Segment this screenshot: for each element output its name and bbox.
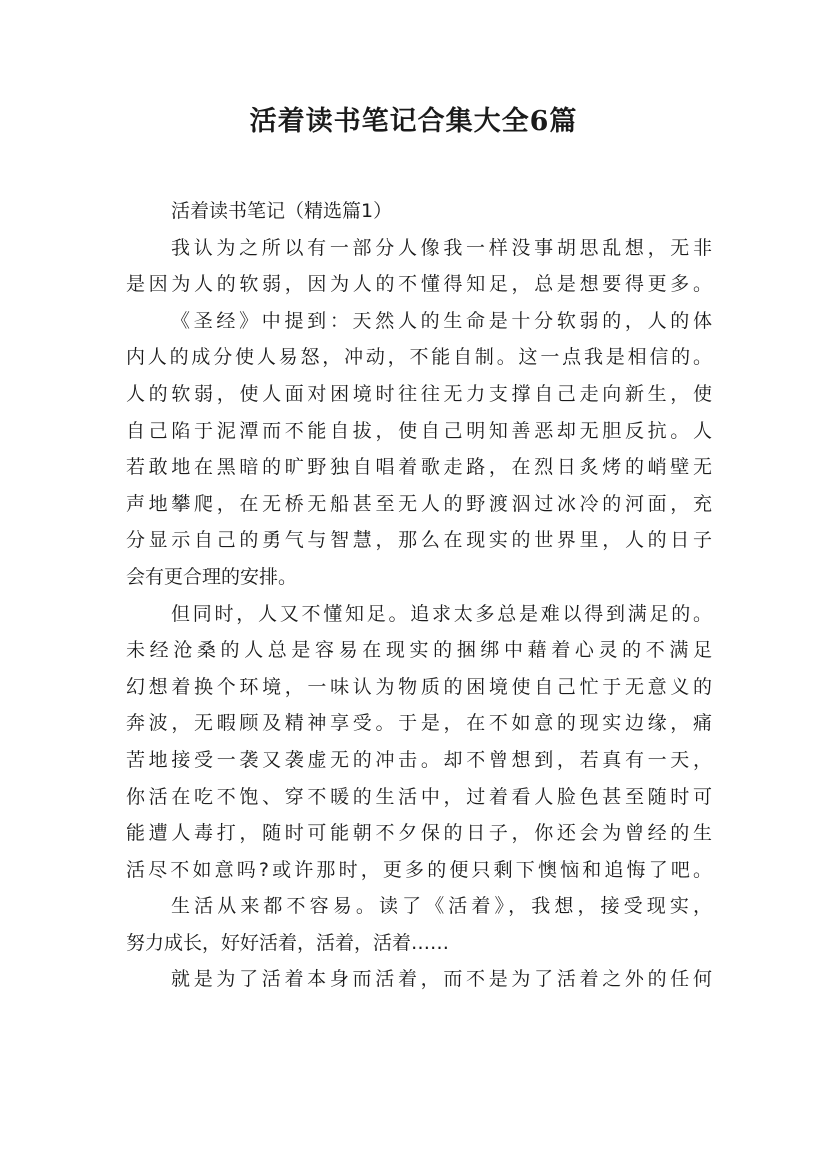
text-line: 努力成长，好好活着，活着，活着……: [126, 931, 450, 954]
text-line: 生活从来都不容易。读了《活着》，我想，接受现实，: [171, 895, 712, 918]
text-line: 活着读书笔记（精选篇1）: [171, 200, 393, 222]
text-line: 是因为人的软弱，因为人的不懂得知足，总是想要得更多。: [126, 273, 712, 296]
text-line: 幻想着换个环境，一味认为物质的困境使自己忙于无意义的: [126, 675, 712, 698]
text-line: 内人的成分使人易怒，冲动，不能自制。这一点我是相信的。: [126, 346, 712, 369]
text-line: 我认为之所以有一部分人像我一样没事胡思乱想，无非: [171, 236, 712, 259]
text-line: 就是为了活着本身而活着，而不是为了活着之外的任何: [171, 968, 712, 991]
text-line: 苦地接受一袭又袭虚无的冲击。却不曾想到，若真有一天，: [126, 748, 712, 771]
text-line: 若敢地在黑暗的旷野独自唱着歌走路，在烈日炙烤的峭壁无: [126, 456, 712, 479]
text-line: 人的软弱，使人面对困境时往往无力支撑自己走向新生，使: [126, 382, 712, 405]
text-line: 《圣经》中提到：天然人的生命是十分软弱的，人的体: [171, 309, 712, 332]
text-line: 奔波，无暇顾及精神享受。于是，在不如意的现实边缘，痛: [126, 712, 712, 735]
document-title: 活着读书笔记合集大全6篇: [249, 106, 578, 137]
text-line: 活尽不如意吗?或许那时，更多的便只剩下懊恼和追悔了吧。: [126, 858, 712, 881]
document-body: [126, 193, 712, 998]
text-line: 分显示自己的勇气与智慧，那么在现实的世界里，人的日子: [126, 529, 712, 552]
text-line: 未经沧桑的人总是容易在现实的捆绑中藉着心灵的不满足: [126, 639, 712, 662]
text-line: 但同时，人又不懂知足。追求太多总是难以得到满足的。: [171, 602, 712, 625]
text-line: 会有更合理的安排。: [126, 565, 298, 588]
text-line: 能遭人毒打，随时可能朝不夕保的日子，你还会为曾经的生: [126, 822, 712, 845]
text-line: 声地攀爬，在无桥无船甚至无人的野渡泅过冰冷的河面，充: [126, 492, 712, 515]
text-line: 自己陷于泥潭而不能自拔，使自己明知善恶却无胆反抗。人: [126, 419, 712, 442]
text-line: 你活在吃不饱、穿不暖的生活中，过着看人脸色甚至随时可: [126, 785, 712, 808]
